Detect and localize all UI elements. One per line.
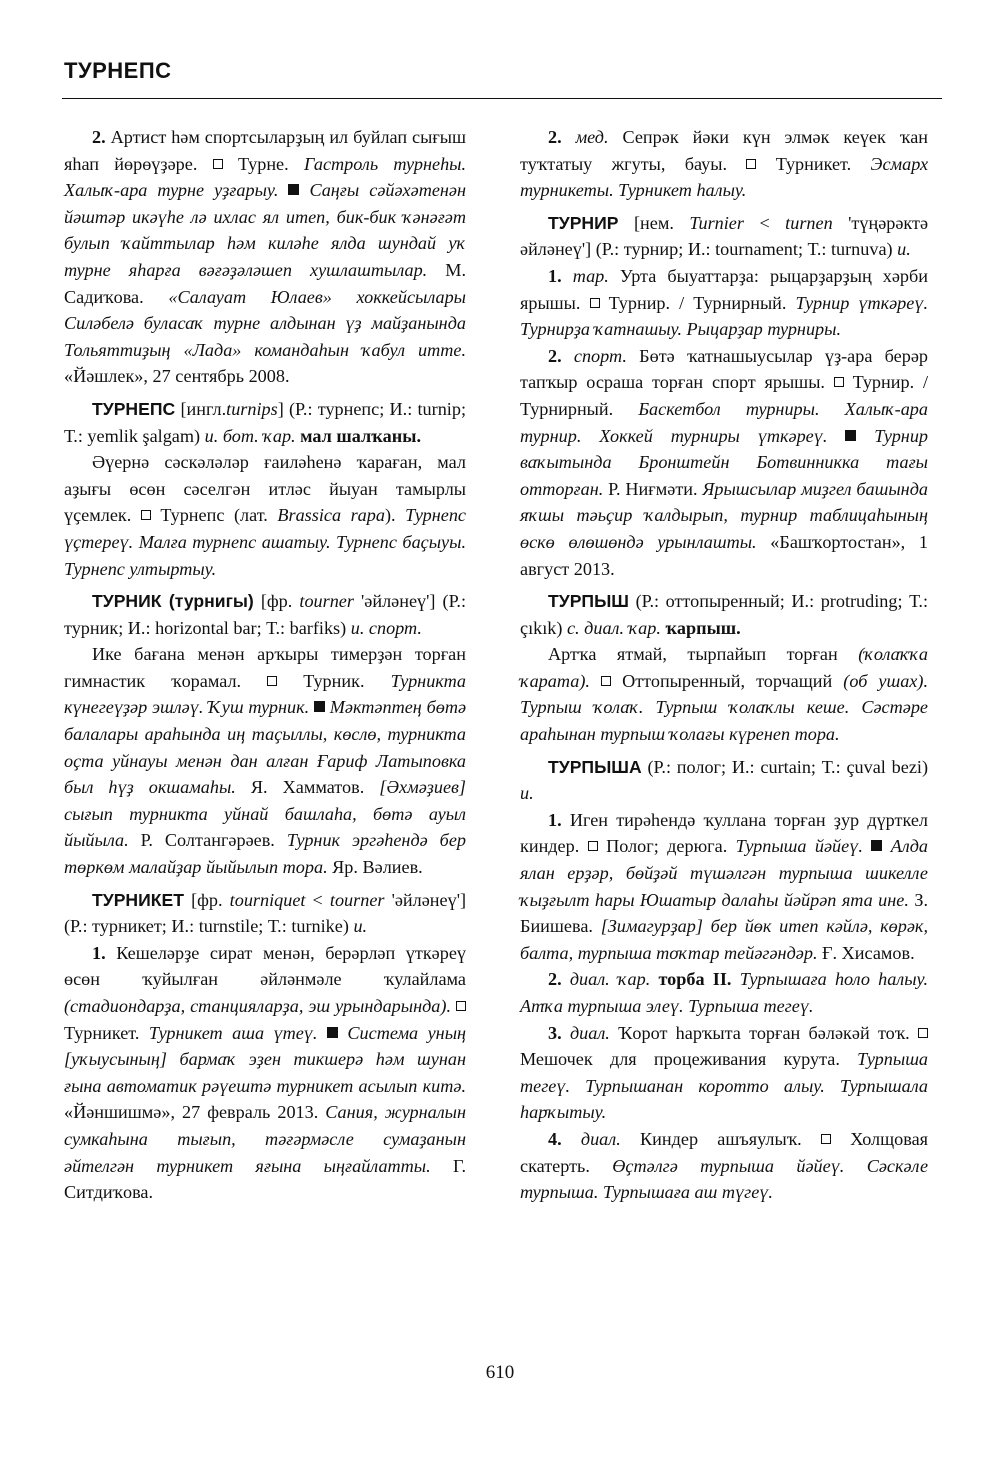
citation-source: Яр. Вәлиев. <box>332 857 423 878</box>
punctuation: ). <box>384 505 396 526</box>
russian-equivalent-icon <box>601 676 611 686</box>
etymon: tourniquet <box>229 889 306 910</box>
sense-number: 1. <box>548 265 562 286</box>
entry-turpysha-head <box>520 754 928 807</box>
grammar-label: диал. <box>580 1128 621 1149</box>
entry-turnir-sense-1 <box>520 263 928 343</box>
citation: «Салауат Юлаев» хоккейсылары Силәбелә буласаҡ турне алдынан үҙ майҙанында Тольяттиҙың «Лада» командаһын ҡабул итте. <box>64 286 467 360</box>
etymology: [фр. <box>260 591 293 612</box>
example: Турникет аша үтеү. <box>148 1022 318 1043</box>
example: Эсмарх турникеты. Турникет һалыу. <box>520 153 929 201</box>
citation-source: Я. Хамматов. <box>250 777 365 798</box>
russian-equivalent-icon <box>267 676 277 686</box>
entry-turniket-sense-1 <box>64 940 466 1206</box>
entry-turpysh-body <box>520 641 928 747</box>
citation-marker-icon <box>288 184 299 195</box>
grammar-label: и. <box>520 783 534 804</box>
russian-equivalent-icon <box>456 1001 466 1011</box>
citation: Алда ялан ерҙәр, бөйҙәй түшәлгән турпыша шикелле ҡыҙғылт һары Юшатыр далаһы йәйрәп ята ине. <box>520 836 929 910</box>
citation: Ярышсылар миҙгел башында яҡшы тәьҫир ҡалдырып, турнир таблицаһының өскө өлөшөндә урынлашты. <box>520 478 929 552</box>
definition: Иген тирәһендә ҡуллана торған ҙур дүрткел киндер. <box>520 809 929 857</box>
example: Баскетбол турниры. Халыҡ-ара турнир. Хоккей турниры үткәреү. <box>520 398 928 446</box>
grammar-label: спорт. <box>573 345 627 366</box>
citation-marker-icon <box>314 701 325 712</box>
translations: 'түңәрәктә әйләнеү'] (Р.: турнир; И.: tournament; Т.: turnuva) <box>520 212 929 260</box>
sense-number: 2. <box>548 969 562 990</box>
grammar-label: и. бот. ҡар. <box>204 425 296 446</box>
entry-turnik-head <box>64 588 466 641</box>
entry-turnir-head <box>520 210 928 263</box>
entry-turnir-sense-2 <box>520 343 928 582</box>
definition: Бөтә ҡатнашыусылар үҙ-ара берәр тапҡыр осраша торған спорт ярышы. <box>520 345 929 393</box>
sense-number: 3. <box>548 1022 562 1043</box>
citation-source: Р. Ниғмәти. <box>608 478 698 499</box>
translations: (Р.: полог; И.: curtain; Т.: çuval bezi) <box>647 756 929 777</box>
cross-reference: ҡарпыш. <box>665 617 741 638</box>
entry-turpysh-head <box>520 588 928 641</box>
russian-equivalent-icon <box>821 1134 831 1144</box>
citation-source: Г. Ситдиҡова. <box>64 1155 467 1203</box>
cross-reference: мал шалҡаны. <box>300 425 422 446</box>
entry-turneps-head <box>64 396 466 449</box>
grammar-label: и. <box>897 239 911 260</box>
latin-name: Brassica rapa <box>277 505 385 526</box>
russian-equivalent: Турнир. / Турнирный. <box>520 372 929 419</box>
sense-number: 1. <box>548 809 562 830</box>
example: Турнепс үҫтереү. Малға турнепс ашатыу. Турнепс баҫыуы. Турнепс ултыртыу. <box>64 505 467 579</box>
example: Турникта күнегеүҙәр эшләү. Ҡуш турник. <box>64 670 467 718</box>
definition-note: (ҡолаҡҡа ҡарата). <box>520 644 929 691</box>
example: Гастроль турнеһы. Халыҡ-ара турне уҙғарыу. <box>64 153 467 201</box>
etymon: tourner <box>299 591 354 612</box>
header-rule <box>62 98 942 99</box>
citation: Саңғы сәйәхәтенән йәштәр икәүһе лә ихлас ял итеп, бик-бик ҡәнәғәт булып ҡайттылар һәм киләһе ялда шундай уҡ турне яһарға вәғәҙәләшеп хушлаштылар. <box>64 180 467 280</box>
sense-number: 1. <box>92 942 106 963</box>
grammar-label: и. спорт. <box>350 617 422 638</box>
citation: Сания, журналын сумкаһына тығып, тәғәрмәсле сумаҙанын әйтелгән турникет яғына ыңғайлатты. <box>64 1102 467 1176</box>
russian-equivalent: Мешочек для процеживания курута. <box>520 1049 840 1070</box>
entry-turne-sense-2 <box>64 124 466 390</box>
russian-equivalent: Турникет. <box>64 1022 140 1043</box>
etymology: [ингл. <box>180 398 227 419</box>
russian-equivalent: Турник. <box>303 670 365 691</box>
headword: ТУРПЫША <box>548 756 642 777</box>
citation-source: Ғ. Хисамов. <box>822 942 915 963</box>
grammar-label: тар. <box>572 265 609 286</box>
sense-number: 2. <box>548 127 562 147</box>
translations: ] (Р.: турнепс; И.: turnip; Т.: yemlik şalgam) <box>64 398 466 446</box>
entry-turneps-body <box>64 449 466 582</box>
etymology-arrow: < <box>759 212 770 233</box>
russian-equivalent-icon <box>918 1028 928 1038</box>
citation-source: «Башҡортостан», 1 август 2013. <box>520 531 929 579</box>
russian-equivalent: Турнепс (лат. <box>160 505 268 526</box>
entry-turpysha-sense-1 <box>520 807 928 967</box>
etymology: [нем. <box>633 212 674 233</box>
example: Өҫтәлгә турпыша йәйеү. Сәскәле турпыша. Турпышаға аш түгеү. <box>520 1155 929 1203</box>
russian-equivalent: Холщовая скатерть. <box>520 1128 929 1176</box>
etymology-arrow: < <box>312 889 323 910</box>
citation: Турник эргәһендә бер төркөм малайҙар йыйылып тора. <box>64 830 466 878</box>
citation-marker-icon <box>327 1027 338 1038</box>
sense-number: 2. <box>548 345 562 366</box>
russian-equivalent: Полог; дерюга. <box>606 836 728 857</box>
definition: Киндер ашъяулыҡ. <box>640 1128 802 1149</box>
grammar-label: диал. ҡар. <box>569 969 651 990</box>
citation-source: «Йәншишмә», 27 февраль 2013. <box>64 1102 319 1123</box>
headword: ТУРНЕПС <box>92 398 176 419</box>
entry-turniket-head <box>64 887 466 940</box>
example: Турпыш ҡолаҡ. Турпыш ҡолаҡлы кеше. Сәстәре араһынан турпыш ҡолағы күренеп тора. <box>520 697 928 745</box>
russian-equivalent-icon <box>746 159 756 169</box>
example: Турнир үткәреү. Турнирҙа ҡатнашыу. Рыцарҙар турниры. <box>520 292 928 340</box>
example: Турпышаға һоло һалыу. Атҡа турпыша элеү. Турпыша тегеү. <box>520 969 929 1016</box>
russian-equivalent-icon <box>590 298 600 308</box>
grammar-label: с. диал. ҡар. <box>566 617 661 638</box>
sense-number: 4. <box>548 1128 562 1149</box>
translations: 'әйләнеү'] (Р.: турникет; И.: turnstile; Т.: turnike) <box>64 889 467 937</box>
cross-reference: торба II. <box>658 969 732 990</box>
example: Турпыша тегеү. Турпышанан коротто алыу. Турпышала һарҡытыу. <box>520 1049 929 1123</box>
citation: Система уның [уҡыусының] бармаҡ эҙен тикшерә һәм шунан ғына автоматик рәүештә турникет асылып китә. <box>64 1022 467 1096</box>
entry-turpysha-sense-2 <box>520 966 928 1019</box>
left-column <box>64 124 466 1206</box>
entry-turniket-sense-2 <box>520 124 928 204</box>
grammar-label: диал. <box>569 1022 610 1043</box>
headword: ТУРНИР <box>548 212 619 233</box>
russian-equivalent-icon <box>588 841 598 851</box>
citation-marker-icon <box>871 840 882 851</box>
translations: 'әйләнеү'] (Р.: турник; И.: horizontal bar; Т.: barfiks) <box>64 591 467 638</box>
etymology: [фр. <box>191 889 223 910</box>
entry-turpysha-sense-4 <box>520 1126 928 1206</box>
citation-marker-icon <box>845 430 856 441</box>
grammar-label: мед. <box>575 127 609 147</box>
citation-source: М. Садиҡова. <box>64 259 466 307</box>
headword: ТУРНИК (турнигы) <box>92 591 254 612</box>
etymon: turnen <box>785 212 833 233</box>
russian-equivalent: Турникет. <box>775 153 852 174</box>
russian-equivalent: Турне. <box>237 153 289 174</box>
russian-equivalent-icon <box>141 510 151 520</box>
entry-turpysha-sense-3 <box>520 1020 928 1126</box>
citation: Турнир ваҡытында Бронштейн Ботвинникка тағы отторған. <box>520 425 929 499</box>
right-column <box>520 124 928 1206</box>
russian-equivalent: Оттопыренный, торчащий <box>622 670 833 691</box>
translations: (Р.: оттопыренный; И.: protruding; Т.: çıkık) <box>520 591 928 638</box>
citation-source: З. Биишева. <box>520 889 929 937</box>
page-number: 610 <box>485 1362 515 1383</box>
headword: ТУРНИКЕТ <box>92 889 184 910</box>
entry-turnik-body <box>64 641 466 880</box>
definition: Ҡорот һарҡыта торған бәләкәй тоҡ. <box>618 1022 910 1043</box>
citation: [Зимагурҙар] бер йөк итеп кәйлә, көрәк, балта, турпыша тоҡтар тейәгәндәр. <box>520 916 928 963</box>
etymon: tourner <box>329 889 385 910</box>
russian-equivalent-icon <box>834 377 844 387</box>
definition: Артист һәм спортсыларҙың ил буйлап сығыш яһап йөрөүҙәре. <box>64 127 467 174</box>
citation: [Әхмәҙиев] сығып турникта уйнай башлаһа, бөтә ауыл йыйыла. <box>64 777 466 851</box>
definition: Ике бағана менән арҡыры тимерҙән торған гимнастик ҡорамал. <box>64 644 466 691</box>
definition-note: (стадиондарҙа, станцияларҙа, эш урындарында). <box>64 996 451 1016</box>
russian-equivalent: Турнир. / Турнирный. <box>608 292 787 313</box>
sense-number: 2. <box>92 127 106 147</box>
russian-note: (об ушах). <box>843 670 928 691</box>
definition: Әүернә сәскәләләр ғаиләһенә ҡараған, мал аҙығы өсөн сәселгән итләс йыуан тамырлы үҫемлек. <box>64 452 466 526</box>
citation-source: Р. Солтангәрәев. <box>140 830 275 851</box>
example: Турпыша йәйеү. <box>735 836 863 857</box>
grammar-label: и. <box>353 916 368 937</box>
etymon: Turnier <box>689 212 744 233</box>
definition: Кешеләрҙе сират менән, берәрләп үткәреү өсөн ҡуйылған әйләнмәле ҡулайлама <box>64 942 466 990</box>
russian-equivalent-icon <box>213 159 223 169</box>
running-head: ТУРНЕПС <box>64 58 172 83</box>
headword: ТУРПЫШ <box>548 591 629 612</box>
definition: Урта быуаттарҙа: рыцарҙарҙың хәрби ярышы. <box>520 265 929 313</box>
definition: Сепрәк йәки күн элмәк кеүек ҡан туҡтатыу жгуты, бауы. <box>520 127 929 174</box>
definition: Артҡа ятмай, тырпайып торған <box>548 644 838 665</box>
citation: Мәктәптең бөтә балалары араһында иң таҫыллы, көслө, турникта оҫта уйнауы менән дан алған Ғариф Латыповка был һүҙ окшамаһы. <box>64 697 467 798</box>
citation-source: «Йәшлек», 27 сентябрь 2008. <box>64 366 290 387</box>
etymon: turnips <box>226 398 278 419</box>
